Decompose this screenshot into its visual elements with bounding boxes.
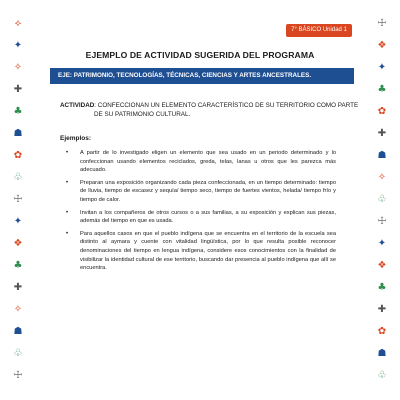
grade-unit-badge: 7° BÁSICO Unidad 1	[286, 24, 352, 37]
bird-icon: ✧	[13, 304, 23, 315]
activity-statement	[60, 102, 360, 119]
eje-heading-bar	[50, 68, 354, 84]
figure-icon: ☗	[13, 326, 23, 337]
totem-icon: ☩	[377, 216, 387, 227]
totem-icon: ☩	[13, 194, 23, 205]
list-item	[66, 149, 336, 175]
bullet-icon: •	[66, 230, 69, 237]
plant-icon: ♣	[377, 84, 387, 95]
plant-icon: ♣	[377, 282, 387, 293]
activity-text-line2: DE SU PATRIMONIO CULTURAL.	[94, 110, 191, 118]
plant-icon: ♧	[13, 172, 23, 183]
bird-icon: ✧	[377, 172, 387, 183]
bullet-icon: •	[66, 179, 69, 186]
plant-icon: ♣	[13, 106, 23, 117]
totem-icon: ✚	[377, 128, 387, 139]
list-item-text: Preparan una exposición organizando cada pieza confeccionada, en un tiempo determinado: tiempo de lluvia, tiempo de escasez y sequía/ tiempo seco, tiempo de fuertes vientos, helada/ tiempo frío y tiempo de calor.	[80, 179, 336, 203]
list-item-text: A partir de lo investigado eligen un elemento que sea usado en un periodo determinado y lo confeccionan usando elementos reciclados, greda, telas, lanas u otros que les parezca más adecuado.	[80, 150, 336, 174]
totem-icon: ✚	[13, 282, 23, 293]
list-item	[66, 209, 336, 226]
list-item-text: Invitan a los compañeros de otros cursos o a sus familias, a su exposición y explican sus piezas, además del tiempo en que es usada.	[80, 209, 336, 225]
examples-heading: Ejemplos:	[60, 135, 92, 142]
figure-icon: ☗	[377, 348, 387, 359]
bird-icon: ✿	[377, 106, 387, 117]
figure-icon: ✦	[13, 216, 23, 227]
figure-icon: ☗	[377, 150, 387, 161]
totem-icon: ☩	[377, 18, 387, 29]
figure-icon: ✦	[377, 238, 387, 249]
right-decorative-border	[370, 0, 394, 400]
bullet-icon: •	[66, 209, 69, 216]
figure-icon: ☗	[13, 128, 23, 139]
examples-list	[66, 149, 336, 277]
bird-icon: ✧	[13, 62, 23, 73]
bullet-icon: •	[66, 150, 69, 156]
bird-icon: ⟡	[14, 18, 22, 29]
list-item	[66, 230, 336, 273]
plant-icon: ♧	[377, 194, 387, 205]
left-decorative-border	[6, 0, 30, 400]
activity-label: ACTIVIDAD	[60, 102, 95, 109]
plant-icon: ♧	[377, 370, 387, 381]
totem-icon: ✚	[13, 84, 23, 95]
figure-icon: ✦	[377, 62, 387, 73]
figure-icon: ✦	[13, 40, 23, 51]
list-item-text: Para aquellos casos en que el pueblo indígena que se encuentra en el territorio de la escuela sea distinto al aymara y cuente con vitalidad lingüística, por lo que resulta posible reconocer denominaciones del tiempo en lengua indígena, considere esos conocimientos con la finalidad de visibilizar la identidad cultural de ese territorio, buscando dar presencia al pueblo indígena que allí se encuentra.	[80, 230, 336, 272]
activity-text-line1: : CONFECCIONAN UN ELEMENTO CARACTERÍSTICO DE SU TERRITORIO COMO PARTE	[94, 102, 359, 109]
bird-icon: ❖	[377, 40, 387, 51]
plant-icon: ♧	[13, 348, 23, 359]
bird-icon: ❖	[13, 238, 23, 249]
totem-icon: ✚	[377, 304, 387, 315]
bird-icon: ✿	[13, 150, 23, 161]
totem-icon: ☩	[13, 370, 23, 381]
bird-icon: ❖	[377, 260, 387, 271]
eje-label: EJE: PATRIMONIO, TECNOLOGÍAS, TÉCNICAS, CIENCIAS Y ARTES ANCESTRALES.	[58, 72, 312, 79]
page-title: EJEMPLO DE ACTIVIDAD SUGERIDA DEL PROGRAMA	[85, 50, 315, 60]
list-item	[66, 179, 336, 205]
bird-icon: ✿	[377, 326, 387, 337]
plant-icon: ♣	[13, 260, 23, 271]
